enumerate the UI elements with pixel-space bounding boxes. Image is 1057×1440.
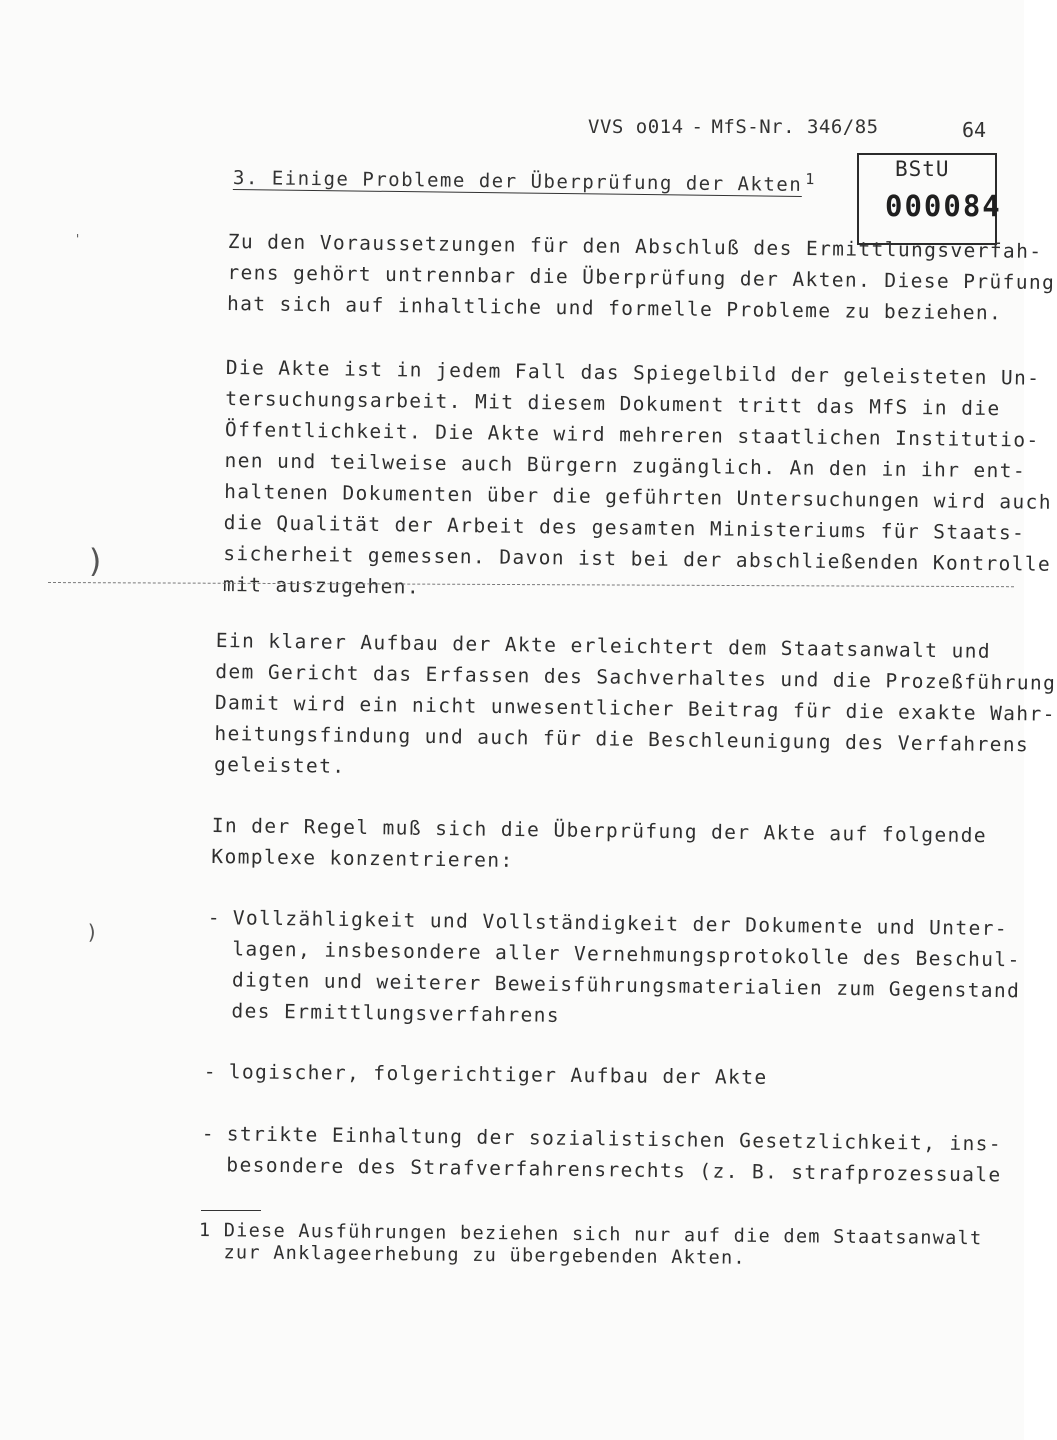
list-bullet: - — [203, 1059, 218, 1084]
file-number: MfS-Nr. 346/85 — [711, 116, 879, 138]
paragraph-3: Ein klarer Aufbau der Akte erleichtert dem Staatsanwalt und dem Gericht das Erfassen des Sachverhaltes und die Prozeßführung Damit wird ein nicht unwesentlicher Beitrag für die exakte Wahr- heitungsfindung und auch für die Beschleunigung des Verfahrens geleistet. — [213, 628, 1057, 778]
footnote-reference: 1 — [805, 169, 816, 189]
list-item-text: Vollzähligkeit und Vollständigkeit der Dokumente und Unter- lagen, insbesondere aller Vernehmungsprotokolle des Beschul- digten und weiterer Beweisführungsmaterialien zum Gegenstand des Ermittlungsverfahrens — [231, 906, 1021, 1027]
header-separator: - — [691, 116, 704, 138]
classification-reference: VVS o014 — [588, 116, 684, 138]
list-item-text: strikte Einhaltung der sozialistischen Gesetzlichkeit, ins- besondere des Strafverfahrensrechts (z. B. strafprozessuale — [226, 1122, 1003, 1187]
page-number: 64 — [962, 118, 987, 142]
section-heading-text: 3. Einige Probleme der Überprüfung der Akten — [232, 167, 803, 197]
paragraph-1: Zu den Voraussetzungen für den Abschluß des Ermittlungsverfah- rens gehört untrennbar die Überprüfung der Akten. Diese Prüfung hat sich auf inhaltliche und formelle Probleme zu beziehen. — [226, 229, 1056, 325]
stamp-number: 000084 — [885, 189, 1002, 223]
margin-bracket-mark: ) — [86, 920, 99, 944]
list-bullet: - — [207, 905, 222, 930]
footnote-rule — [201, 1210, 261, 1211]
archive-stamp — [857, 153, 1002, 245]
paragraph-2: Die Akte ist in jedem Fall das Spiegelbild der geleisteten Un- tersuchungsarbeit. Mit diesem Dokument tritt das MfS in die Öffentlichkeit. Die Akte wird mehreren staatlichen Institutio- nen und teilweise auch Bürgern zugänglich. An den in ihr ent- haltenen Dokumenten über die geführten Untersuchungen wird auch die Qualität der Arbeit des gesamten Ministeriums für Staats- sicherheit gemessen. Davon ist bei der abschließenden Kontrolle mit auszugehen. — [222, 355, 1053, 599]
document-header — [588, 116, 879, 138]
stamp-label: BStU — [895, 157, 950, 181]
section-heading — [233, 163, 816, 196]
footnote: 1 Diese Ausführungen beziehen sich nur auf die dem Staatsanwalt zur Anklageerhebung zu übergebenden Akten. — [198, 1220, 983, 1269]
paragraph-4: In der Regel muß sich die Überprüfung der Akte auf folgende Komplexe konzentrieren: — [211, 813, 988, 872]
list-item-text: logischer, folgerichtiger Aufbau der Akte — [228, 1060, 768, 1089]
list-bullet: - — [201, 1121, 216, 1146]
margin-tick-mark: ' — [74, 232, 82, 246]
margin-bracket-mark: ) — [86, 542, 106, 580]
